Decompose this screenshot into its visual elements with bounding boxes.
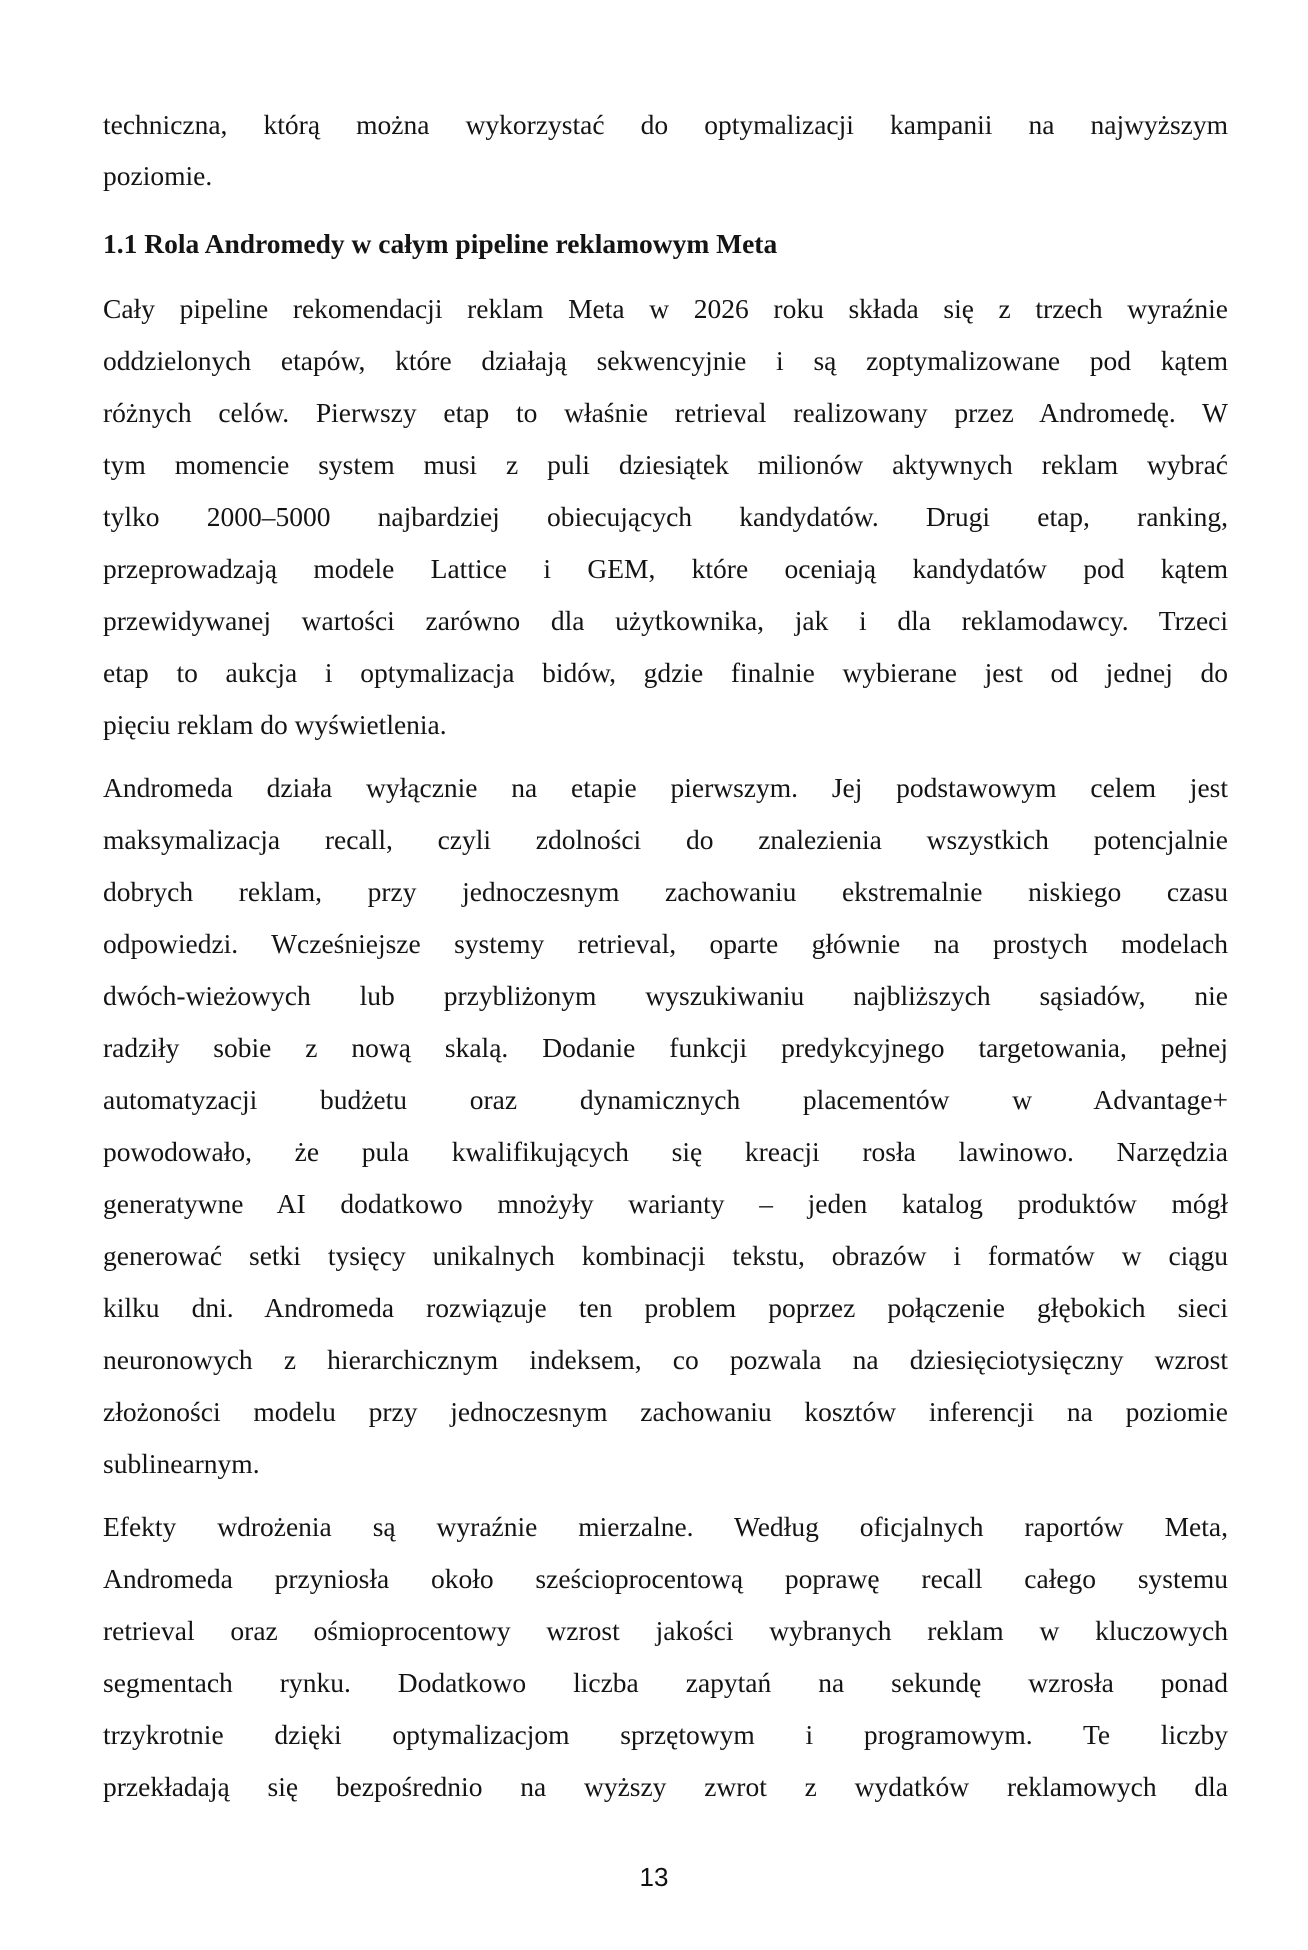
text-line: generatywne AI dodatkowo mnożyły warianty – jeden katalog produktów mógł: [103, 1188, 1228, 1219]
text-line: segmentach rynku. Dodatkowo liczba zapytań na sekundę wzrosła ponad: [103, 1667, 1228, 1698]
text-line: pięciu reklam do wyświetlenia.: [103, 709, 447, 740]
text-line: przekładają się bezpośrednio na wyższy zwrot z wydatków reklamowych dla: [103, 1771, 1228, 1802]
text-line: trzykrotnie dzięki optymalizacjom sprzętowym i programowym. Te liczby: [103, 1719, 1228, 1750]
text-line: tym momencie system musi z puli dziesiątek milionów aktywnych reklam wybrać: [103, 449, 1228, 480]
text-line: odpowiedzi. Wcześniejsze systemy retrieval, oparte głównie na prostych modelach: [103, 928, 1228, 959]
text-line: złożoności modelu przy jednoczesnym zachowaniu kosztów inferencji na poziomie: [103, 1396, 1228, 1427]
text-line: przeprowadzają modele Lattice i GEM, które oceniają kandydatów pod kątem: [103, 553, 1228, 584]
text-line: Efekty wdrożenia są wyraźnie mierzalne. Według oficjalnych raportów Meta,: [103, 1511, 1228, 1542]
text-line: Andromeda działa wyłącznie na etapie pierwszym. Jej podstawowym celem jest: [103, 772, 1228, 803]
section-heading: 1.1 Rola Andromedy w całym pipeline reklamowym Meta: [103, 228, 778, 259]
text-line: maksymalizacja recall, czyli zdolności do znalezienia wszystkich potencjalnie: [103, 824, 1228, 855]
text-line: poziomie.: [103, 160, 213, 191]
text-line: etap to aukcja i optymalizacja bidów, gdzie finalnie wybierane jest od jednej do: [103, 657, 1228, 688]
text-line: tylko 2000–5000 najbardziej obiecujących kandydatów. Drugi etap, ranking,: [103, 501, 1228, 532]
text-line: powodowało, że pula kwalifikujących się kreacji rosła lawinowo. Narzędzia: [103, 1136, 1228, 1167]
text-line: Andromeda przyniosła około sześcioprocentową poprawę recall całego systemu: [103, 1563, 1228, 1594]
text-line: techniczna, którą można wykorzystać do optymalizacji kampanii na najwyższym: [103, 109, 1228, 140]
text-line: kilku dni. Andromeda rozwiązuje ten problem poprzez połączenie głębokich sieci: [103, 1292, 1228, 1323]
page-number: 13: [639, 1862, 669, 1892]
text-line: dwóch-wieżowych lub przybliżonym wyszukiwaniu najbliższych sąsiadów, nie: [103, 980, 1228, 1011]
text-line: dobrych reklam, przy jednoczesnym zachowaniu ekstremalnie niskiego czasu: [103, 876, 1228, 907]
text-line: radziły sobie z nową skalą. Dodanie funkcji predykcyjnego targetowania, pełnej: [103, 1032, 1228, 1063]
text-line: różnych celów. Pierwszy etap to właśnie retrieval realizowany przez Andromedę. W: [103, 397, 1228, 428]
text-line: przewidywanej wartości zarówno dla użytkownika, jak i dla reklamodawcy. Trzeci: [103, 605, 1228, 636]
text-line: retrieval oraz ośmioprocentowy wzrost jakości wybranych reklam w kluczowych: [103, 1615, 1228, 1646]
text-line: Cały pipeline rekomendacji reklam Meta w 2026 roku składa się z trzech wyraźnie: [103, 293, 1228, 324]
text-line: generować setki tysięcy unikalnych kombinacji tekstu, obrazów i formatów w ciągu: [103, 1240, 1228, 1271]
text-line: neuronowych z hierarchicznym indeksem, co pozwala na dziesięciotysięczny wzrost: [103, 1344, 1228, 1375]
text-line: automatyzacji budżetu oraz dynamicznych placementów w Advantage+: [103, 1084, 1228, 1115]
text-line: sublinearnym.: [103, 1448, 260, 1479]
text-line: oddzielonych etapów, które działają sekwencyjnie i są zoptymalizowane pod kątem: [103, 345, 1228, 376]
